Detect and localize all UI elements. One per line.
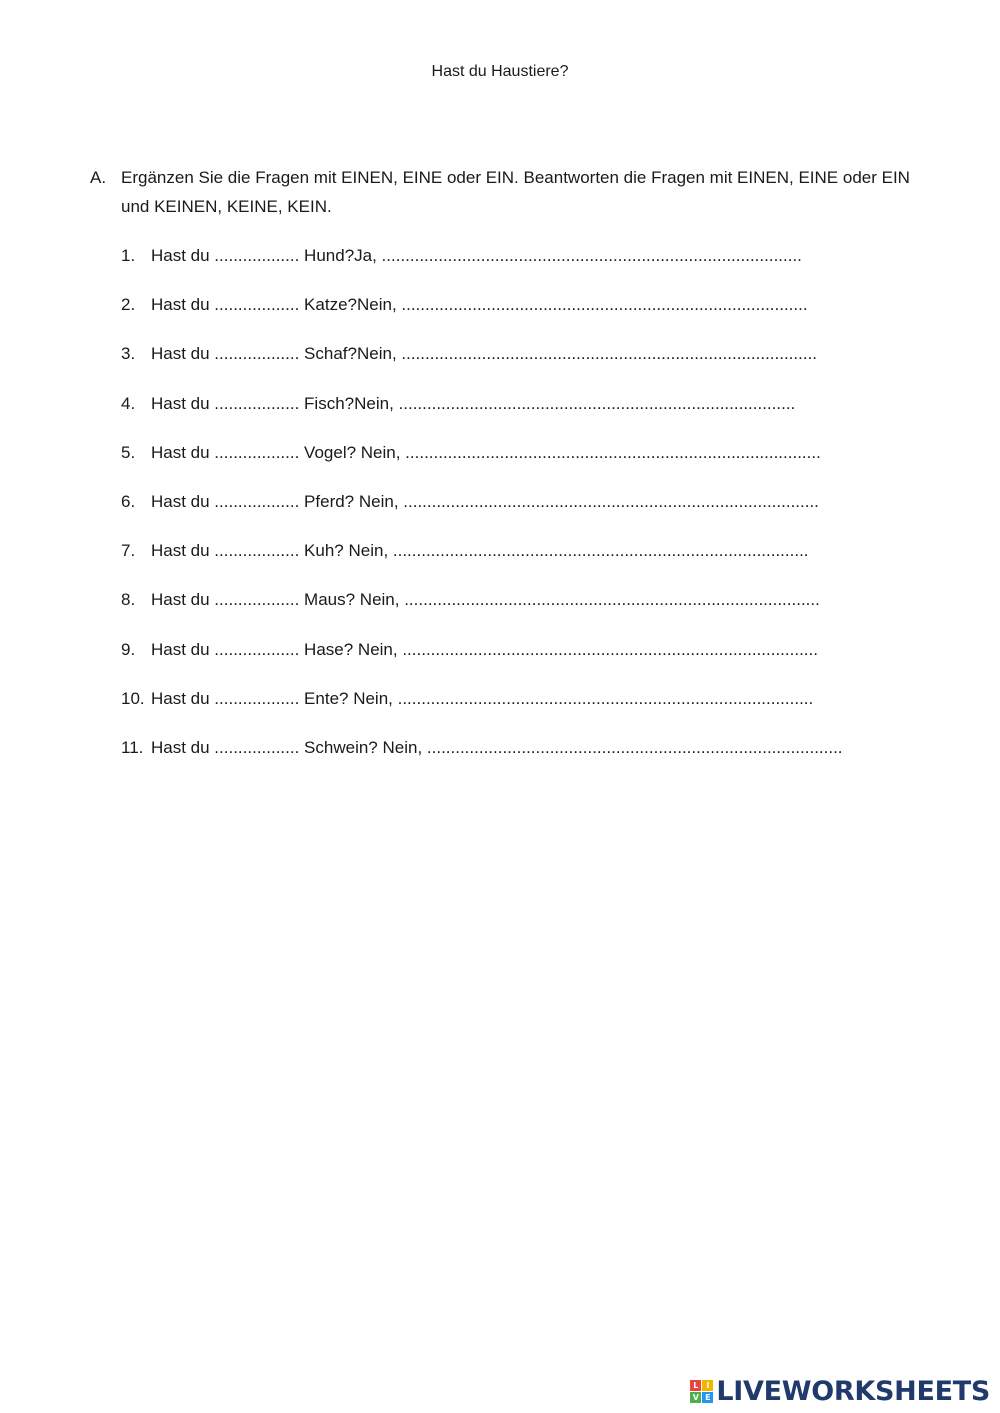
question-number: 11.	[121, 737, 144, 757]
question-text: Hast du .................. Hund?Ja, .........................................................................................	[151, 246, 802, 265]
question-item-8[interactable]	[121, 590, 941, 639]
question-text: Hast du .................. Ente? Nein, ........................................................................................	[151, 688, 814, 708]
question-number: 3.	[121, 344, 136, 364]
exercise-instruction	[90, 163, 920, 221]
question-text: Hast du .................. Schwein? Nein, ........................................................................................	[151, 737, 843, 757]
question-item-9[interactable]	[121, 640, 941, 689]
logo-mark-tile: E	[702, 1392, 713, 1403]
question-item-6[interactable]	[121, 492, 941, 541]
question-item-5[interactable]	[121, 443, 941, 492]
question-text: Hast du .................. Katze?Nein, ......................................................................................	[151, 295, 808, 315]
exercise-section-a	[90, 163, 920, 221]
question-text: Hast du .................. Hase? Nein, ........................................................................................	[151, 639, 818, 659]
question-number: 8.	[121, 590, 136, 610]
question-number: 5.	[121, 442, 136, 462]
page-title: Hast du Haustiere?	[431, 63, 569, 80]
instruction-text: Ergänzen Sie die Fragen mit EINEN, EINE oder EIN. Beantworten die Fragen mit EINEN, EINE oder EIN und KEINEN, KEINE, KEIN.	[121, 168, 910, 216]
section-letter: A.	[90, 168, 107, 187]
logo-wordmark: LIVEWORKSHEETS	[716, 1376, 990, 1407]
logo-mark-tile: L	[690, 1380, 701, 1391]
question-number: 7.	[121, 541, 136, 561]
question-item-4[interactable]	[121, 394, 941, 443]
question-item-1[interactable]	[121, 246, 941, 295]
logo-mark-icon	[690, 1380, 713, 1403]
question-text: Hast du .................. Vogel? Nein, ........................................................................................	[151, 442, 821, 462]
question-number: 10.	[121, 688, 145, 708]
question-number: 6.	[121, 491, 136, 511]
question-number: 2.	[121, 295, 136, 315]
question-item-10[interactable]	[121, 689, 941, 738]
question-number: 9.	[121, 639, 136, 659]
question-item-3[interactable]	[121, 344, 941, 393]
question-text: Hast du .................. Maus? Nein, ........................................................................................	[151, 590, 820, 610]
question-item-7[interactable]	[121, 541, 941, 590]
liveworksheets-logo	[690, 1376, 990, 1407]
question-text: Hast du .................. Schaf?Nein, ........................................................................................	[151, 344, 818, 364]
question-number: 1.	[121, 246, 136, 265]
logo-mark-tile: V	[690, 1392, 701, 1403]
question-text: Hast du .................. Kuh? Nein, ........................................................................................	[151, 541, 809, 561]
question-number: 4.	[121, 393, 136, 413]
question-text: Hast du .................. Pferd? Nein, ........................................................................................	[151, 491, 819, 511]
logo-mark-tile: I	[702, 1380, 713, 1391]
question-item-11[interactable]	[121, 738, 941, 787]
question-list	[121, 246, 941, 787]
question-text: Hast du .................. Fisch?Nein, ....................................................................................	[151, 393, 796, 413]
question-item-2[interactable]	[121, 295, 941, 344]
